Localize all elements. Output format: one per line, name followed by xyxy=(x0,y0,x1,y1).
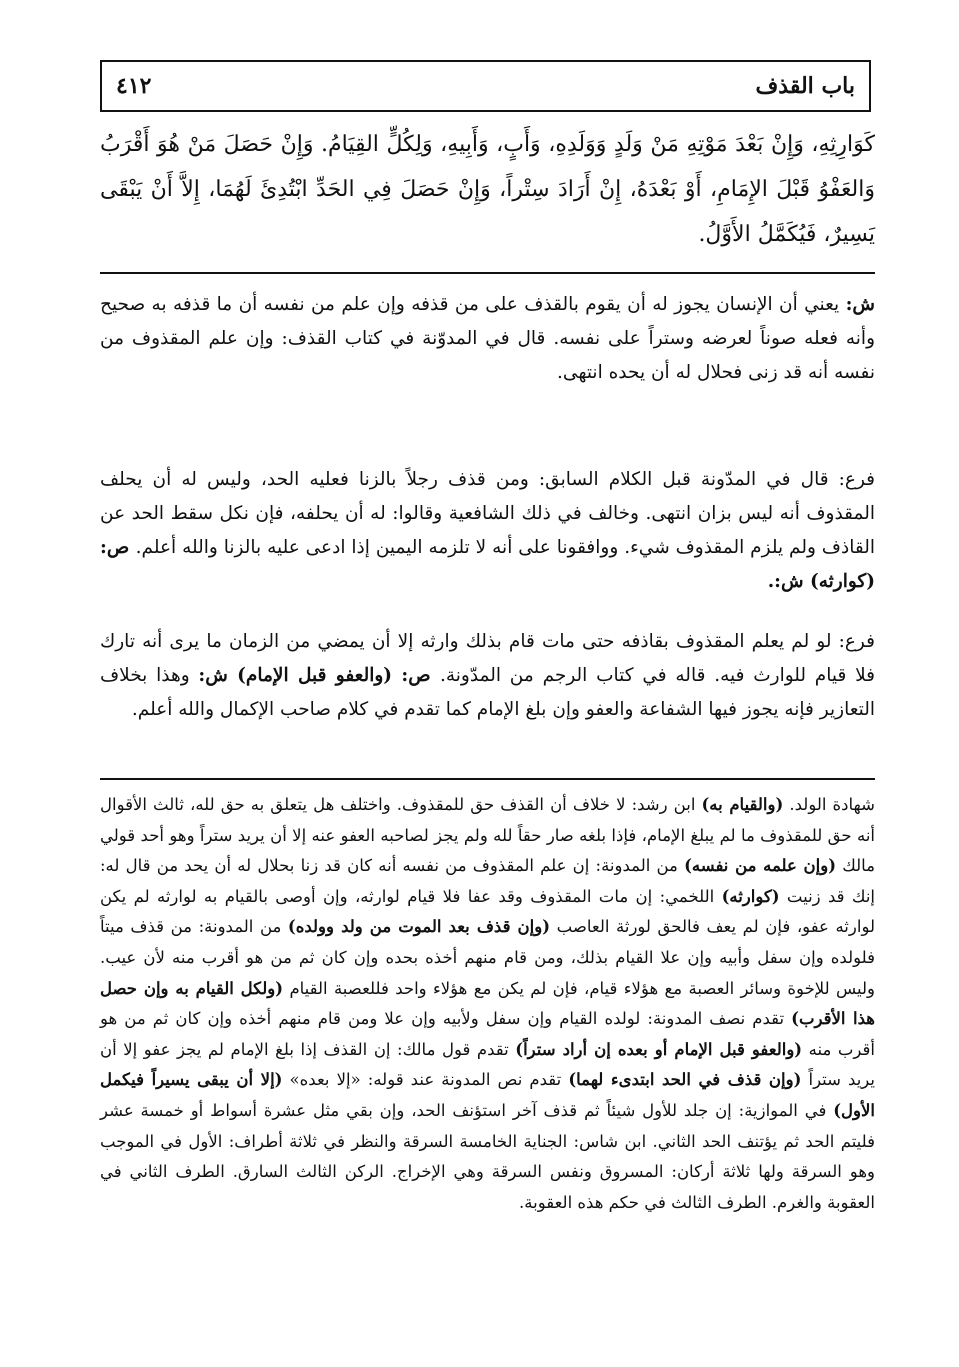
footnotes xyxy=(100,790,875,1218)
note-quote: (والقيام به) xyxy=(701,795,784,814)
note-text: تقدم نصف المدونة: لولده القيام وإن سفل ولأبيه وإن علا ومن قام منهم أخذه وإن كان ثم من هو أقرب منه xyxy=(100,1009,875,1059)
note-text: من المدونة: إن علم المقذوف من نفسه أنه كان قد زنا بحلال له أن يحد من قال له: إنك قد زنيت xyxy=(100,856,875,906)
sharh-text: يعني أن الإنسان يجوز له أن يقوم بالقذف على من قذفه وإن علم من نفسه أن ما قذفه به صحيح وأنه فعله صوناً لعرضه وستراً على نفسه. قال في المدوّنة في كتاب القذف: وإن علم المقذوف من نفسه أنه قد زنى فحلال له أن يحده انتهى. xyxy=(100,294,875,383)
sharh-paragraph-text xyxy=(100,463,875,599)
sharh-text: فرع: قال في المدّونة قبل الكلام السابق: ومن قذف رجلاً بالزنا فعليه الحد، وليس له أن يحلف المقذوف أنه ليس بزان انتهى. وخالف في ذلك الشافعية وقالوا: له أن يحلفه، فإن نكل سقط الحد عن القاذف ولم يلزم المقذوف شيء. ووافقونا على أنه لا تلزمه اليمين إذا ادعى عليه بالزنا والله أعلم. xyxy=(100,469,875,558)
note-text: ابن رشد: لا خلاف أن القذف حق للمقذوف. واختلف هل يتعلق به حق لله، ثالث الأقوال أنه حق للمقذوف ما لم يبلغ الإمام، فإذا بلغه صار حقاً لله ولم يجز لصاحبه العفو عنه إلا أن يريد ستراً وهو أحد قولي مالك xyxy=(100,795,875,876)
book-page xyxy=(100,60,875,1350)
note-text: تقدم قول مالك: إن القذف إذا بلغ الإمام لم يجز عفو إلا أن يريد ستراً xyxy=(100,1039,876,1090)
note-quote: (إلا أن يبقى يسيراً فيكمل الأول) xyxy=(100,1070,875,1120)
note-text: تقدم نص المدونة عند قوله: «إلا بعده» xyxy=(282,1070,569,1090)
sharh-paragraph-3 xyxy=(100,625,875,727)
footnote-divider xyxy=(100,778,875,780)
chapter-title: باب القذف xyxy=(755,73,855,99)
note-quote: (وإن علمه من نفسه) xyxy=(684,856,837,876)
note-quote: (ولكل القيام به وإن حصل هذا الأقرب) xyxy=(100,978,875,1029)
page-number: ٤١٢ xyxy=(116,73,152,99)
note-text: من المدونة: من قذف ميتاً فلولده وإن سفل وأبيه وإن علا القيام بذلك، ومن قام منهم أخذه بحده وإن كان ثم من هو أقرب منه لأن عيب. وليس للإخوة وسائر العصبة مع هؤلاء قيام، فإن لم يكن مع هؤلاء واحد فللعصبة القيام xyxy=(100,917,875,998)
sharh-paragraph-2 xyxy=(100,463,875,599)
page-header xyxy=(100,60,871,112)
section-divider xyxy=(100,272,875,274)
sharh-text: وهذا بخلاف التعازير فإنه يجوز فيها الشفاعة والعفو وإن بلغ الإمام كما تقدم في كلام صاحب الإكمال والله أعلم. xyxy=(100,665,875,720)
sharh-label: ش: xyxy=(845,294,875,315)
sharh-bold-quote: ص: (كوارثه) ش:. xyxy=(100,537,875,592)
sharh-text: فرع: لو لم يعلم المقذوف بقاذفه حتى مات قام بذلك وارثه إلا أن يمضي من الزمان ما يرى أنه تارك فلا قيام للوارث فيه. قاله في كتاب الرجم من المدّونة. xyxy=(100,631,875,686)
matn-text: كَوَارِثِهِ، وَإِنْ بَعْدَ مَوْتِهِ مَنْ وَلَدٍ وَوَلَدِهِ، وَأَبٍ، وَأَبِيهِ، وَلِكُلٍّ القِيَامُ. وَإِنْ حَصَلَ مَنْ هُوَ أَقْرَبُ وَالعَفْوُ قَبْلَ الإِمَامِ، أَوْ بَعْدَهُ، إِنْ أَرَادَ سِتْراً، وَإِنْ حَصَلَ فِي الحَدِّ ابْتُدِئَ لَهُمَا، إِلاَّ أَنْ يَبْقَى يَسِيرٌ، فَيُكَمَّلُ الأَوَّلُ. xyxy=(100,132,875,247)
note-quote: (والعفو قبل الإمام أو بعده إن أراد ستراً) xyxy=(515,1039,803,1059)
note-text: اللخمي: إن مات المقذوف وقد عفا فلا قيام لوارثه، وإن أوصى بالقيام به لوارثه لم يكن لوارثه عفو، فإن لم يعف فالحق لورثة العاصب xyxy=(100,886,876,937)
sharh-paragraph-text xyxy=(100,288,875,390)
note-quote: (وإن قذف في الحد ابتدىء لهما) xyxy=(568,1070,802,1090)
sharh-paragraph-text xyxy=(100,625,875,727)
note-quote: (كوارثه) xyxy=(721,886,780,906)
sharh-bold-quote: ص: (والعفو قبل الإمام) ش: xyxy=(198,665,440,686)
sharh-paragraph-1 xyxy=(100,288,875,390)
note-text: في الموازية: إن جلد للأول شيئاً ثم قذف آخر استؤنف الحد، وإن بقي مثل عشرة أسواط أو خمسة عشر فليتم الحد ثم يؤتنف الحد الثاني. ابن شاس: الجناية الخامسة السرقة والنظر في ثلاثة أطراف: الأول في الموجب وهو السرقة ولها ثلاثة أركان: المسروق ونفس السرقة وهي الإخراج. الركن الثالث السارق. الطرف الثاني في العقوبة والغرم. الطرف الثالث في حكم هذه العقوبة. xyxy=(100,1100,875,1212)
note-quote: (وإن قذف بعد الموت من ولد وولده) xyxy=(287,917,551,937)
note-text: شهادة الولد. xyxy=(783,795,875,814)
